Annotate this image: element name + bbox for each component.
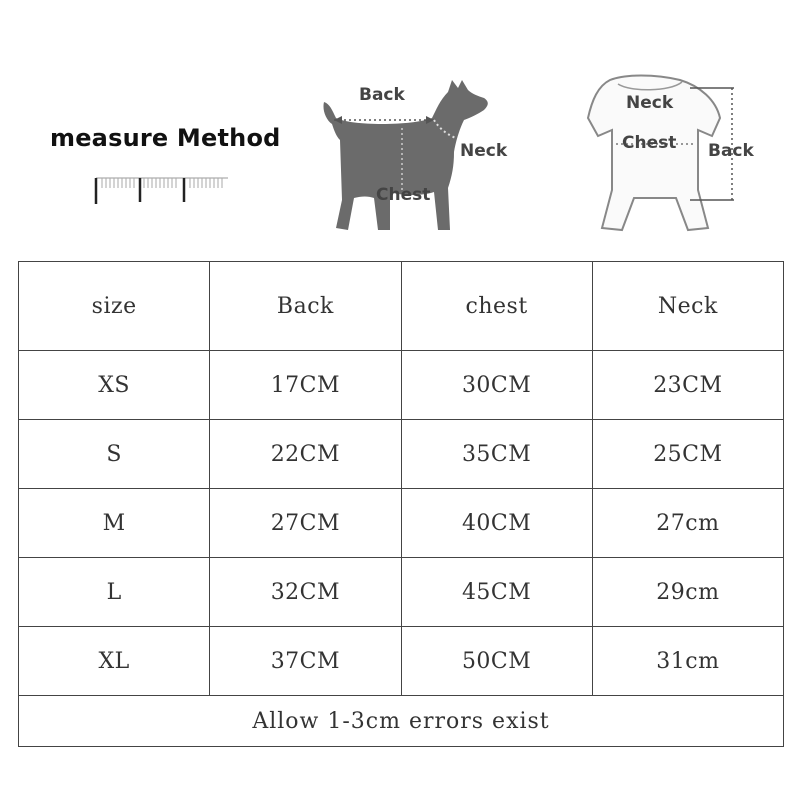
back-cell: 22CM [210,420,401,489]
table-row [19,558,784,627]
shirt-outline-icon [570,70,770,240]
chest-cell: 35CM [401,420,592,489]
column-header-neck: Neck [592,262,783,351]
back-cell: 37CM [210,627,401,696]
dog-chest-label: Chest [376,185,431,205]
back-cell: 32CM [210,558,401,627]
table-header-row [19,262,784,351]
size-cell: M [19,489,210,558]
neck-cell: 27cm [592,489,783,558]
column-header-chest: chest [401,262,592,351]
chest-cell: 40CM [401,489,592,558]
chest-cell: 50CM [401,627,592,696]
dog-neck-label: Neck [460,141,508,161]
neck-cell: 23CM [592,351,783,420]
table-row [19,489,784,558]
measure-method-title: measure Method [50,124,281,152]
neck-cell: 31cm [592,627,783,696]
table-footer-row [19,696,784,747]
error-tolerance-note: Allow 1-3cm errors exist [19,696,784,747]
back-cell: 17CM [210,351,401,420]
shirt-chest-label: Chest [622,133,677,153]
table-row [19,420,784,489]
column-header-size: size [19,262,210,351]
size-cell: XS [19,351,210,420]
shirt-neck-label: Neck [626,93,674,113]
neck-cell: 29cm [592,558,783,627]
table-row [19,627,784,696]
column-header-back: Back [210,262,401,351]
shirt-back-label: Back [708,141,754,161]
dog-back-label: Back [359,85,405,105]
chest-cell: 30CM [401,351,592,420]
back-cell: 27CM [210,489,401,558]
size-chart-table [18,261,784,747]
size-cell: S [19,420,210,489]
size-cell: L [19,558,210,627]
chest-cell: 45CM [401,558,592,627]
size-cell: XL [19,627,210,696]
dog-silhouette-icon [312,80,522,240]
neck-cell: 25CM [592,420,783,489]
ruler-icon [92,174,232,208]
table-row [19,351,784,420]
